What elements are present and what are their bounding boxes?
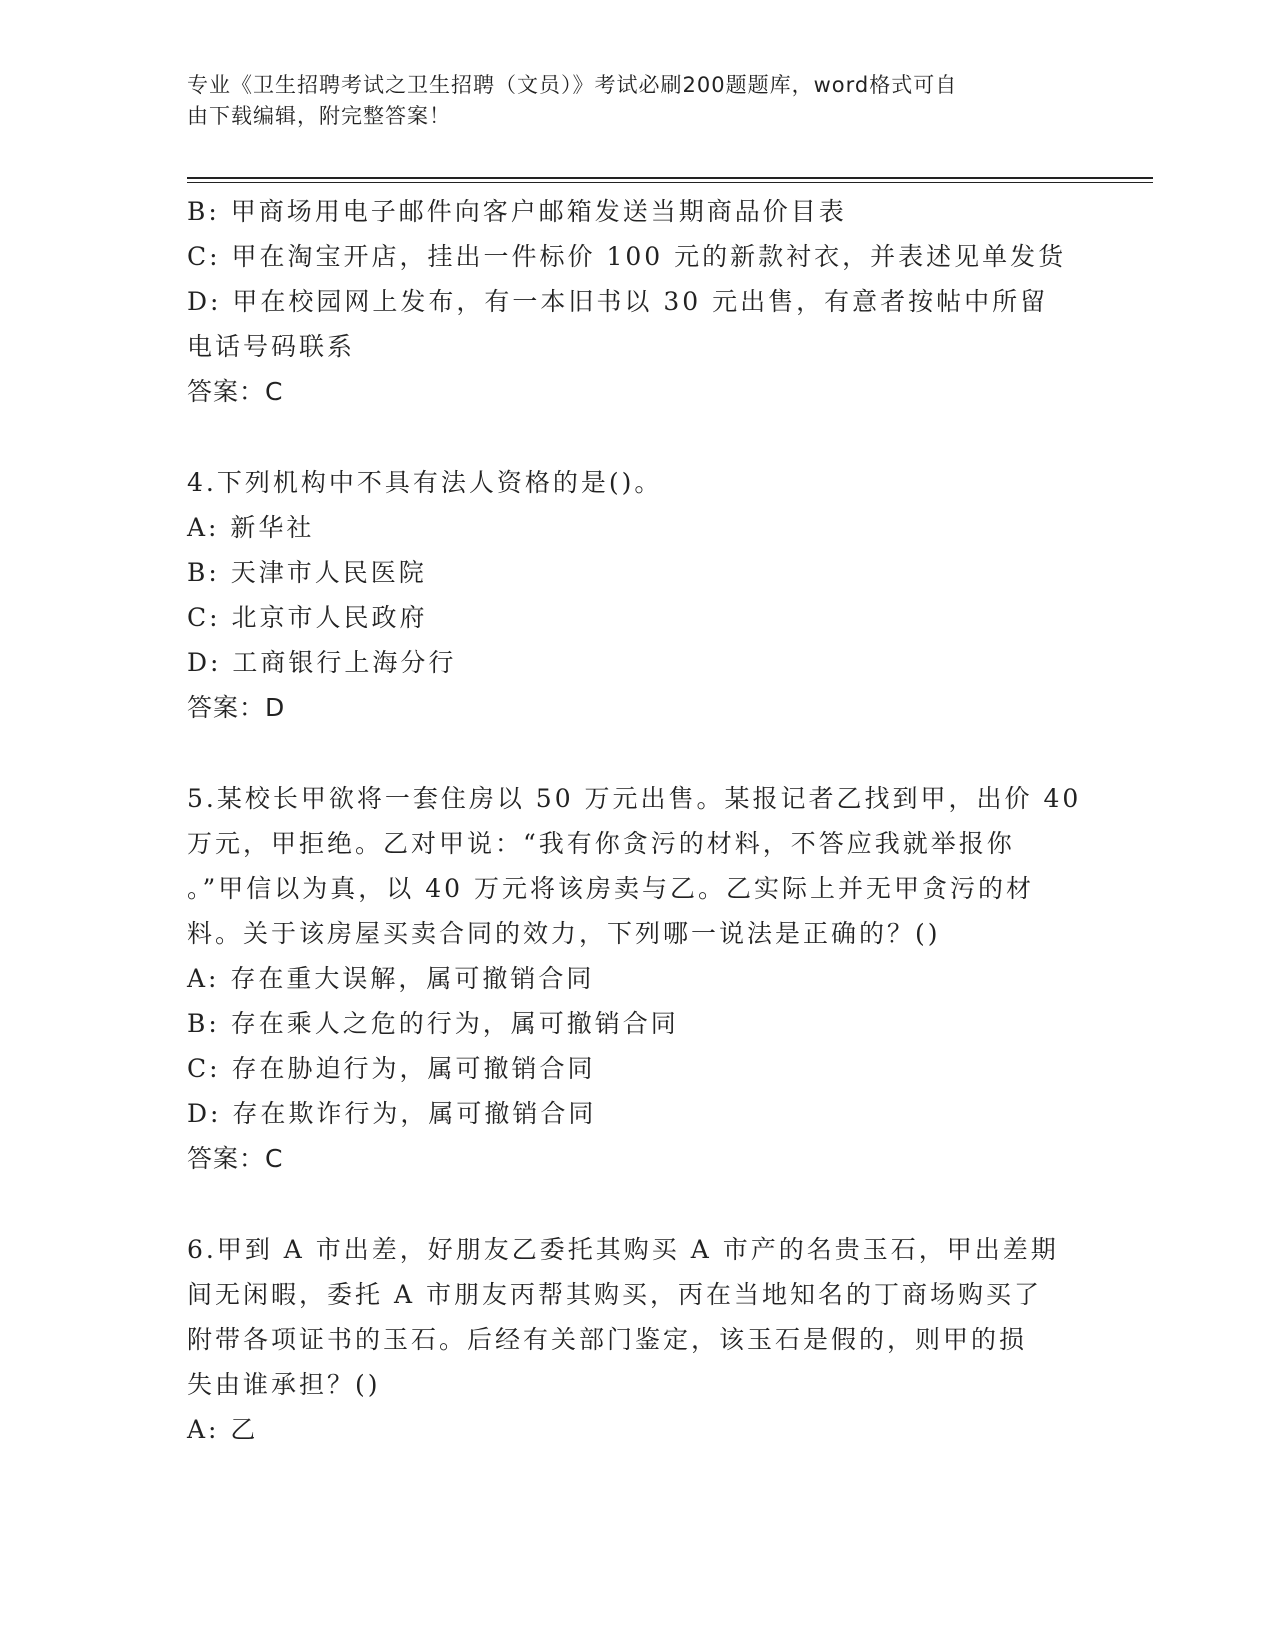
question-stem-line-3: 附带各项证书的玉石。后经有关部门鉴定，该玉石是假的，则甲的损 <box>187 1325 1028 1354</box>
header-title-line-1: 专业《卫生招聘考试之卫生招聘（文员）》考试必刷200题题库，word格式可自 <box>187 73 958 97</box>
question-6 <box>187 1227 1087 1452</box>
question-stem-line-3: 。”甲信以为真，以 40 万元将该房卖与乙。乙实际上并无甲贪污的材 <box>187 874 1034 903</box>
answer: 答案：C <box>187 1144 284 1173</box>
answer: 答案：C <box>187 377 284 406</box>
option-a: A: 新华社 <box>187 513 315 542</box>
option-a: A: 存在重大误解，属可撤销合同 <box>187 964 595 993</box>
spacer <box>187 730 1087 776</box>
option-d: D: 存在欺诈行为，属可撤销合同 <box>187 1099 597 1128</box>
option-b: B: 甲商场用电子邮件向客户邮箱发送当期商品价目表 <box>187 197 847 226</box>
option-b: B: 天津市人民医院 <box>187 558 427 587</box>
question-stem-line-1: 5.某校长甲欲将一套住房以 50 万元出售。某报记者乙找到甲，出价 40 <box>187 784 1082 813</box>
question-stem-line-4: 料。关于该房屋买卖合同的效力，下列哪一说法是正确的？() <box>187 919 941 948</box>
question-stem-line-1: 6.甲到 A 市出差，好朋友乙委托其购买 A 市产的名贵玉石，甲出差期 <box>187 1235 1059 1264</box>
option-a: A: 乙 <box>187 1415 259 1444</box>
option-c: C: 甲在淘宝开店，挂出一件标价 100 元的新款衬衣，并表述见单发货 <box>187 242 1067 271</box>
question-3 <box>187 189 1087 414</box>
spacer <box>187 1181 1087 1227</box>
document-header <box>187 70 1067 132</box>
option-b: B: 存在乘人之危的行为，属可撤销合同 <box>187 1009 679 1038</box>
header-divider <box>187 177 1153 183</box>
question-stem-line-4: 失由谁承担？() <box>187 1370 381 1399</box>
answer: 答案：D <box>187 693 286 722</box>
option-d-line-1: D: 甲在校园网上发布，有一本旧书以 30 元出售，有意者按帖中所留 <box>187 287 1049 316</box>
question-stem-line-2: 万元，甲拒绝。乙对甲说：“我有你贪污的材料，不答应我就举报你 <box>187 829 1015 858</box>
question-stem: 4.下列机构中不具有法人资格的是()。 <box>187 468 663 497</box>
header-title-line-2: 由下载编辑，附完整答案！ <box>187 104 451 128</box>
question-5 <box>187 776 1087 1181</box>
question-stem-line-2: 间无闲暇，委托 A 市朋友丙帮其购买，丙在当地知名的丁商场购买了 <box>187 1280 1042 1309</box>
question-content <box>187 189 1087 1452</box>
question-4 <box>187 460 1087 730</box>
option-c: C: 存在胁迫行为，属可撤销合同 <box>187 1054 596 1083</box>
option-d-line-2: 电话号码联系 <box>187 332 356 361</box>
option-d: D: 工商银行上海分行 <box>187 648 457 677</box>
spacer <box>187 414 1087 460</box>
option-c: C: 北京市人民政府 <box>187 603 428 632</box>
